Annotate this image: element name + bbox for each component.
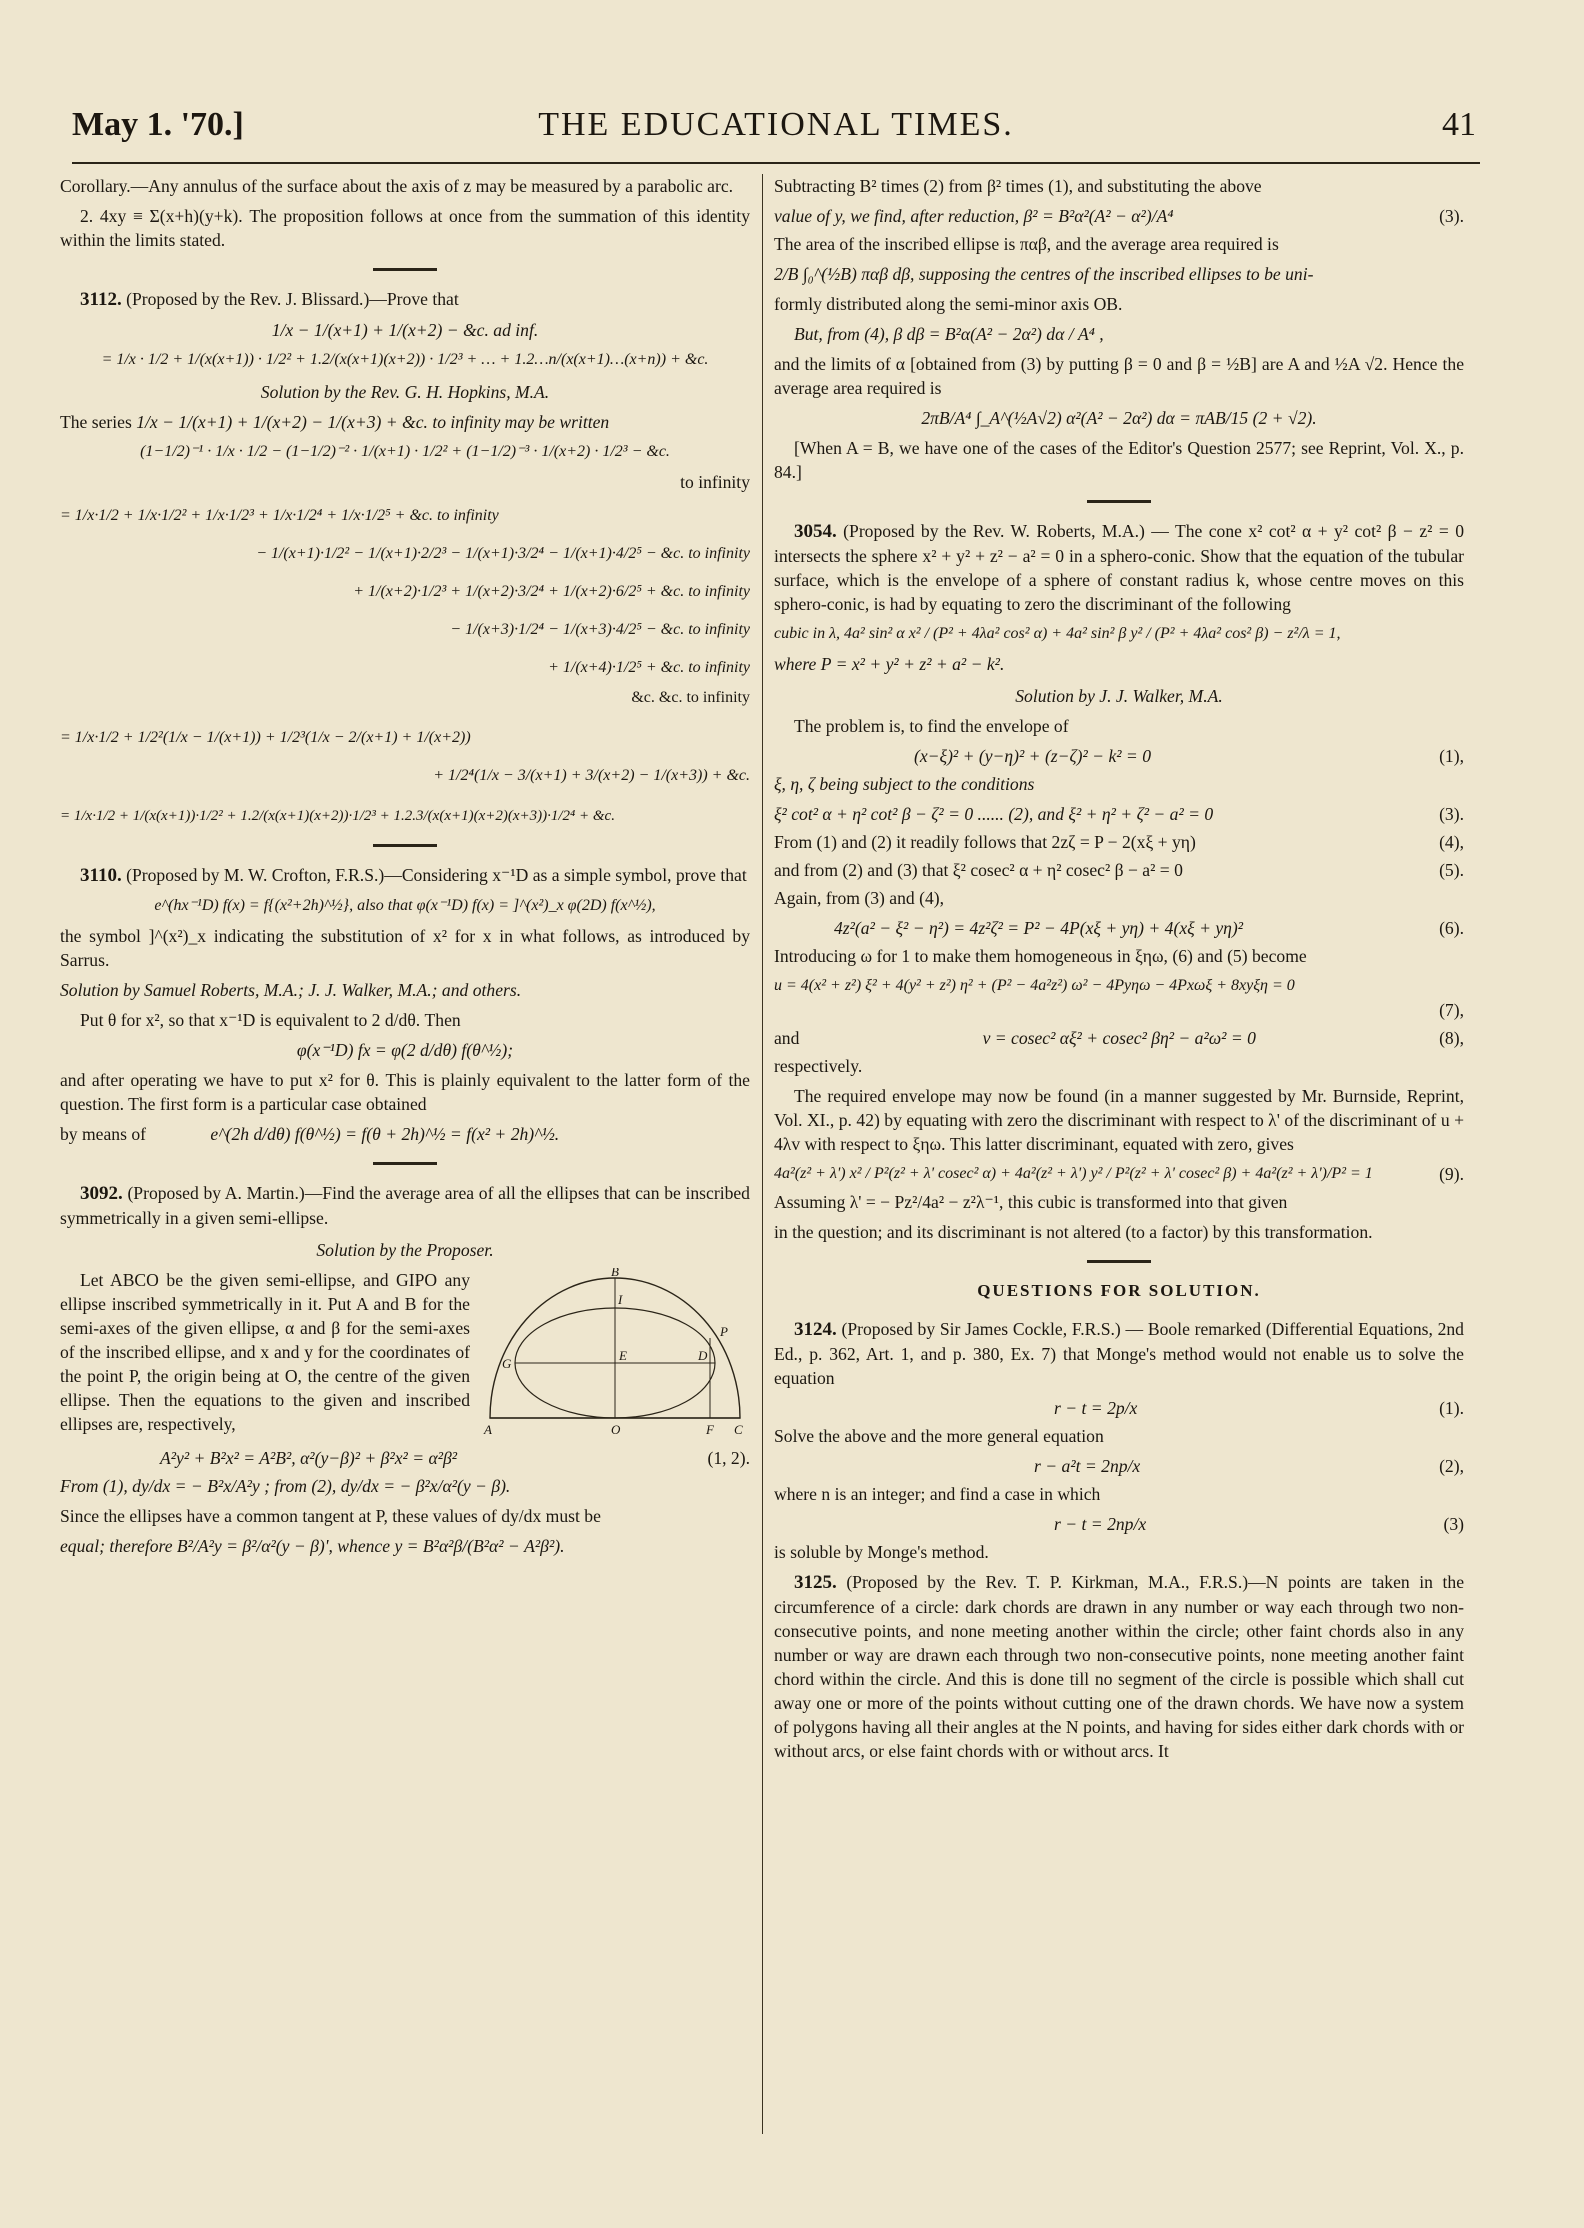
equation: + 1/2⁴(1/x − 3/(x+1) + 3/(x+2) − 1/(x+3)) + &c. <box>433 767 750 784</box>
by-means-line <box>60 1122 750 1146</box>
paragraph: is soluble by Monge's method. <box>774 1542 989 1562</box>
equation: (1−1/2)⁻¹ · 1/x · 1/2 − (1−1/2)⁻² · 1/(x+1) · 1/2² + (1−1/2)⁻³ · 1/(x+2) · 1/2³ − &c. <box>140 443 670 460</box>
equation-number: (3). <box>1439 206 1464 226</box>
equation: From (1) and (2) it readily follows that 2zζ = P − 2(xξ + yη) <box>774 832 1196 852</box>
equation-number: (4), <box>1439 832 1464 852</box>
equation: + 1/(x+4)·1/2⁵ + &c. to infinity <box>548 659 750 676</box>
paragraph: [When A = B, we have one of the cases of the Editor's Question 2577; see Reprint, Vol. X., p. 84.] <box>774 438 1464 482</box>
paragraph: Introducing ω for 1 to make them homogeneous in ξηω, (6) and (5) become <box>774 946 1307 966</box>
equation: e^(hx⁻¹D) f(x) = f{(x²+2h)^½}, also that φ(x⁻¹D) f(x) = ]^(x²)_x φ(2D) f(x^½), <box>154 897 656 914</box>
question-number: 3110. <box>80 865 122 886</box>
question-text: (Proposed by the Rev. T. P. Kirkman, M.A., F.R.S.)—N points are taken in the circumference of a circle: dark chords are drawn in any number or way each through two non-consecutive points, and none meeting another within the circle; other faint chords also in any number or way are drawn each through two non-consecutive points, none meeting another faint chord within the circle. And this is done till no segment of the circle is possible which shall cut away one or more of the points without cutting one of the drawn chords. We have now a system of polygons having all their angles at the N points, and having for sides either dark chords with or without arcs, or else faint chords with or without arcs. It <box>774 1572 1464 1761</box>
equation-number: (6). <box>1439 918 1464 938</box>
label-f: F <box>706 1422 714 1437</box>
item-2-text: 2. 4xy ≡ Σ(x+h)(y+k). The proposition follows at once from the summation of this identity within the limits stated. <box>60 206 750 250</box>
equation-row <box>774 1026 1464 1050</box>
by-means-label: by means of <box>60 1124 146 1144</box>
paragraph: and after operating we have to put x² for θ. This is plainly equivalent to the latter form of the question. The first form is a particular case obtained <box>60 1070 750 1114</box>
equation: v = cosec² αξ² + cosec² βη² − a²ω² = 0 <box>982 1028 1256 1048</box>
equation-number: (7), <box>1439 1000 1464 1020</box>
equation: where P = x² + y² + z² + a² − k². <box>774 654 1005 674</box>
equation-number: (2), <box>1439 1456 1464 1476</box>
question-number: 3092. <box>80 1183 123 1204</box>
equation: A²y² + B²x² = A²B², α²(y−β)² + β²x² = α²β² <box>160 1448 458 1468</box>
question-3124-intro <box>774 1317 1464 1390</box>
equation-row <box>774 830 1464 854</box>
equation: and from (2) and (3) that ξ² cosec² α + η² cosec² β − a² = 0 <box>774 860 1183 880</box>
paragraph: Solve the above and the more general equation <box>774 1426 1104 1446</box>
equation: equal; therefore B²/A²y = β²/α²(y − β)', whence y = B²α²β/(B²α² − A²β²). <box>60 1536 565 1556</box>
equation-number: (8), <box>1439 1028 1464 1048</box>
label-b: B <box>611 1268 619 1279</box>
equation: cubic in λ, 4a² sin² α x² / (P² + 4λa² cos² α) + 4a² sin² β y² / (P² + 4λa² cos² β) − z²/λ = 1, <box>774 625 1341 642</box>
label-g: G <box>502 1356 512 1371</box>
label-d: D <box>698 1348 708 1363</box>
equation: − 1/(x+1)·1/2² − 1/(x+1)·2/2³ − 1/(x+1)·3/2⁴ − 1/(x+1)·4/2⁵ − &c. to infinity <box>256 545 750 562</box>
label-e: E <box>619 1348 627 1363</box>
equation: ξ² cot² α + η² cot² β − ζ² = 0 ...... (2), and ξ² + η² + ζ² − a² = 0 <box>774 804 1214 824</box>
paragraph: Assuming λ' = − Pz²/4a² − z²λ⁻¹, this cubic is transformed into that given <box>774 1192 1288 1212</box>
equation-row <box>774 1454 1464 1478</box>
equation-row <box>774 858 1464 882</box>
paragraph: The problem is, to find the envelope of <box>794 716 1069 736</box>
equation-row <box>774 1396 1464 1420</box>
equation: − 1/(x+3)·1/2⁴ − 1/(x+3)·4/2⁵ − &c. to infinity <box>450 621 750 638</box>
right-column <box>774 174 1464 1769</box>
paragraph: where n is an integer; and find a case in which <box>774 1484 1101 1504</box>
equation-row <box>774 916 1464 940</box>
corollary-text: Corollary.—Any annulus of the surface about the axis of z may be measured by a parabolic arc. <box>60 176 734 196</box>
equation: r − t = 2p/x <box>1054 1398 1138 1418</box>
equation: + 1/(x+2)·1/2³ + 1/(x+2)·3/2⁴ + 1/(x+2)·6/2⁵ + &c. to infinity <box>353 583 750 600</box>
equation-number: (3). <box>1439 804 1464 824</box>
equation-number: (9). <box>1439 1164 1464 1184</box>
equation-row <box>774 744 1464 768</box>
question-number: 3112. <box>80 289 122 310</box>
solution-attribution: Solution by the Rev. G. H. Hopkins, M.A. <box>260 382 550 402</box>
question-text: (Proposed by Sir James Cockle, F.R.S.) — Boole remarked (Differential Equations, 2nd Ed., p. 362, Art. 1, and p. 380, Ex. 7) that Monge's method would not enable us to solve the equation <box>774 1319 1464 1388</box>
paragraph: The required envelope may now be found (in a manner suggested by Mr. Burnside, Reprint, Vol. XI., p. 42) by equating with zero the discriminant with respect to λ' of the discriminant of u + 4λv with respect to ξηω. This latter discriminant, equated with zero, gives <box>774 1086 1464 1154</box>
equation-row <box>774 204 1464 228</box>
page-number: 41 <box>1442 106 1476 143</box>
equation: value of y, we find, after reduction, β² = B²α²(A² − α²)/A⁴ <box>774 206 1174 226</box>
equation: &c. &c. to infinity <box>631 689 750 706</box>
equation-row <box>774 1512 1464 1536</box>
and-label: and <box>774 1028 800 1048</box>
journal-title: THE EDUCATIONAL TIMES. <box>538 106 1014 143</box>
equation: φ(x⁻¹D) fx = φ(2 d/dθ) f(θ^½); <box>296 1040 514 1060</box>
paragraph: Subtracting B² times (2) from β² times (1), and substituting the above <box>774 176 1262 196</box>
journal-page <box>60 70 1480 2180</box>
paragraph: Again, from (3) and (4), <box>774 888 945 908</box>
label-a: A <box>484 1422 492 1437</box>
equation: = 1/x · 1/2 + 1/(x(x+1)) · 1/2² + 1.2/(x(x+1)(x+2)) · 1/2³ + … + 1.2…n/(x(x+1)…(x+n)) + &c. <box>101 351 709 368</box>
question-3125-intro <box>774 1570 1464 1763</box>
equation-number: (5). <box>1439 860 1464 880</box>
series-line <box>60 410 750 434</box>
question-text: (Proposed by the Rev. J. Blissard.)—Prove that <box>126 289 459 309</box>
equation: But, from (4), β dβ = B²α(A² − 2α²) dα / A⁴ , <box>794 324 1104 344</box>
question-number: 3054. <box>794 521 837 542</box>
inscribed-ellipse-diagram <box>480 1268 750 1438</box>
paragraph: Let ABCO be the given semi-ellipse, and GIPO any ellipse inscribed symmetrically in it. Put A and B for the semi-axes of the given ellipse, α and β for the semi-axes of the inscribed ellipse, and x and y for the coordinates of the point P, the origin being at O, the centre of the given ellipse. Then the equations to the given and inscribed ellipses are, respectively, <box>60 1270 470 1434</box>
left-column <box>60 174 750 1564</box>
question-text: (Proposed by M. W. Crofton, F.R.S.)—Considering x⁻¹D as a simple symbol, prove that <box>126 865 747 885</box>
series-expression: 1/x − 1/(x+1) + 1/(x+2) − 1/(x+3) + &c. to infinity may be written <box>136 412 610 432</box>
question-text: (Proposed by A. Martin.)—Find the average area of all the ellipses that can be inscribed symmetrically in a given semi-ellipse. <box>60 1183 750 1228</box>
equation-number: (1), <box>1439 746 1464 766</box>
equation: (x−ξ)² + (y−η)² + (z−ζ)² − k² = 0 <box>914 746 1152 766</box>
label-c: C <box>734 1422 743 1437</box>
question-3092-intro <box>60 1181 750 1230</box>
question-number: 3124. <box>794 1319 837 1340</box>
header-date: May 1. '70.] <box>72 106 244 143</box>
paragraph: Since the ellipses have a common tangent at P, these values of dy/dx must be <box>60 1506 601 1526</box>
separator-rule <box>1087 500 1151 503</box>
section-title: QUESTIONS FOR SOLUTION. <box>977 1281 1261 1300</box>
separator-rule <box>373 844 437 847</box>
to-infinity-label: to infinity <box>680 472 750 492</box>
separator-rule <box>373 1162 437 1165</box>
equation: = 1/x·1/2 + 1/x·1/2² + 1/x·1/2³ + 1/x·1/2⁴ + 1/x·1/2⁵ + &c. to infinity <box>60 507 499 524</box>
page-header <box>72 100 1480 164</box>
question-3112-intro <box>60 287 750 312</box>
equation: r − t = 2np/x <box>1054 1514 1147 1534</box>
equation: 4z²(a² − ξ² − η²) = 4z²ζ² = P² − 4P(xξ + yη) + 4(xξ + yη)² <box>834 918 1244 938</box>
question-3110-intro <box>60 863 750 888</box>
label-p: P <box>720 1324 728 1339</box>
equation-row <box>774 802 1464 826</box>
equation-number: (1). <box>1439 1398 1464 1418</box>
question-3054-intro <box>774 519 1464 616</box>
separator-rule <box>1087 1260 1151 1263</box>
question-number: 3125. <box>794 1572 837 1593</box>
question-text: (Proposed by the Rev. W. Roberts, M.A.) — The cone x² cot² α + y² cot² β − z² = 0 intersects the sphere x² + y² + z² − a² = 0 in a sphero-conic. Show that the equation of the tubular surface, which is the envelope of a sphere of constant radius k, whose centre moves on this sphero-conic, is had by equating to zero the discriminant of the following <box>774 521 1464 614</box>
label-o: O <box>611 1422 621 1437</box>
equation-row <box>60 1446 750 1470</box>
solution-attribution: Solution by Samuel Roberts, M.A.; J. J. Walker, M.A.; and others. <box>60 980 522 1000</box>
solution-attribution: Solution by the Proposer. <box>316 1240 494 1260</box>
separator-rule <box>373 268 437 271</box>
equation-row <box>774 1162 1464 1186</box>
solution-attribution: Solution by J. J. Walker, M.A. <box>1015 686 1223 706</box>
equation: u = 4(x² + z²) ξ² + 4(y² + z²) η² + (P² − 4a²z²) ω² − 4Pyηω − 4Pxωξ + 8xyξη = 0 <box>774 977 1295 994</box>
equation: 2/B ∫₀^(½B) παβ dβ, supposing the centres of the inscribed ellipses to be uni- <box>774 264 1314 284</box>
equation: 2πB/A⁴ ∫_A^(½A√2) α²(A² − 2α²) dα = πAB/15 (2 + √2). <box>921 408 1317 428</box>
paragraph: and the limits of α [obtained from (3) by putting β = 0 and β = ½B] are A and ½A √2. Hence the average area required is <box>774 354 1464 398</box>
equation: r − a²t = 2np/x <box>1034 1456 1141 1476</box>
paragraph: formly distributed along the semi-minor axis OB. <box>774 294 1123 314</box>
derivative-line: From (1), dy/dx = − B²x/A²y ; from (2), dy/dx = − β²x/α²(y − β). <box>60 1476 511 1496</box>
equation: e^(2h d/dθ) f(θ^½) = f(θ + 2h)^½ = f(x² + 2h)^½. <box>210 1124 560 1144</box>
equation: 1/x − 1/(x+1) + 1/(x+2) − &c. ad inf. <box>271 320 539 340</box>
paragraph: Put θ for x², so that x⁻¹D is equivalent to 2 d/dθ. Then <box>80 1010 461 1030</box>
paragraph: The area of the inscribed ellipse is παβ, and the average area required is <box>774 234 1279 254</box>
paragraph: ξ, η, ζ being subject to the conditions <box>774 774 1035 794</box>
paragraph: respectively. <box>774 1056 863 1076</box>
equation-number: (3) <box>1443 1514 1464 1534</box>
symbol-text: the symbol ]^(x²)_x indicating the substitution of x² for x in what follows, as introduced by Sarrus. <box>60 926 750 970</box>
column-divider <box>762 174 763 2134</box>
ellipse-figure-block <box>60 1268 750 1442</box>
equation: = 1/x·1/2 + 1/(x(x+1))·1/2² + 1.2/(x(x+1)(x+2))·1/2³ + 1.2.3/(x(x+1)(x+2)(x+3))·1/2⁴ + &c. <box>60 808 615 824</box>
equation: 4a²(z² + λ') x² / P²(z² + λ' cosec² α) + 4a²(z² + λ') y² / P²(z² + λ' cosec² β) + 4a²(z² + λ')/P² = 1 <box>774 1165 1373 1182</box>
equation: = 1/x·1/2 + 1/2²(1/x − 1/(x+1)) + 1/2³(1/x − 2/(x+1) + 1/(x+2)) <box>60 729 471 746</box>
label-i: I <box>618 1292 623 1307</box>
series-label: The series <box>60 412 132 432</box>
paragraph: in the question; and its discriminant is not altered (to a factor) by this transformation. <box>774 1222 1373 1242</box>
equation-number: (1, 2). <box>707 1448 750 1468</box>
